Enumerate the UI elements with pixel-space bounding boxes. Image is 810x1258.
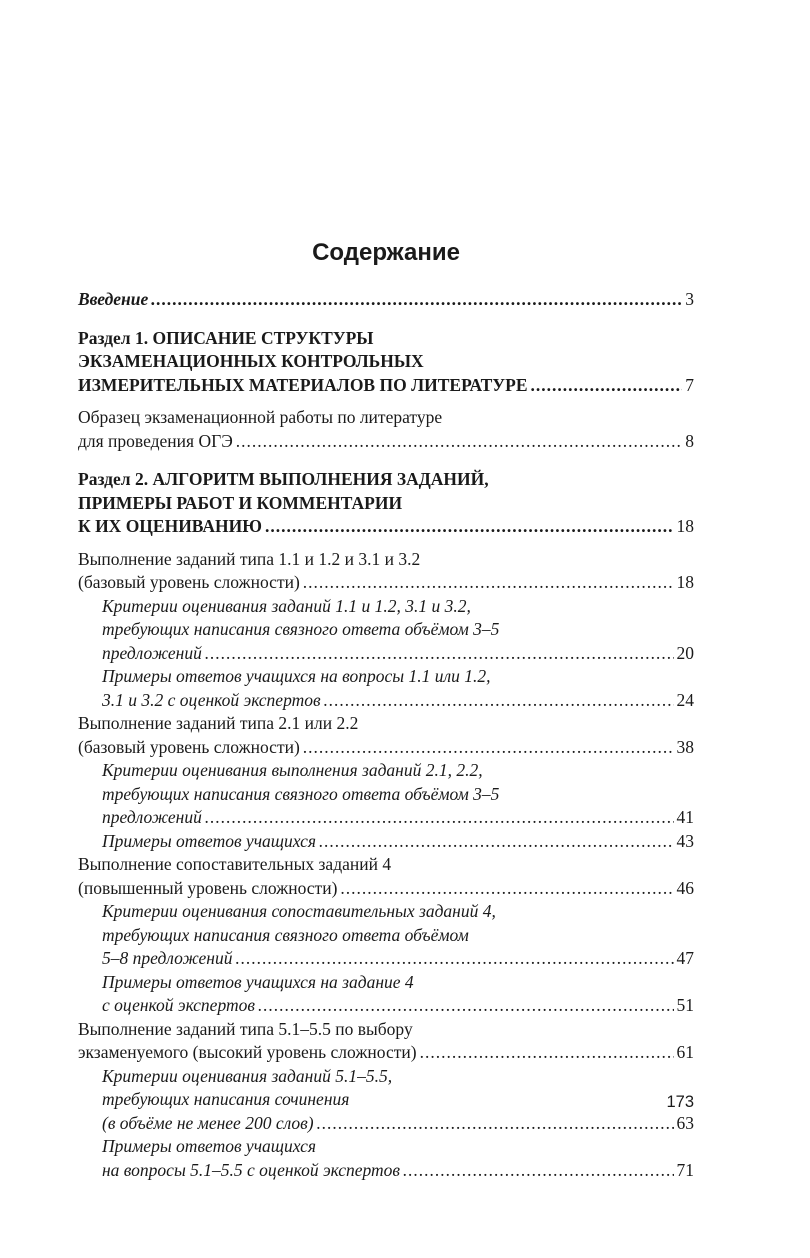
toc-entry-text: Примеры ответов учащихся [102, 830, 316, 851]
toc-entry-page-number: 38 [676, 736, 694, 757]
leader-dots [205, 642, 674, 666]
leader-dots [236, 430, 682, 454]
toc-entry-line: Выполнение заданий типа 5.1–5.5 по выбору [78, 1018, 413, 1039]
toc-entry[interactable] [78, 468, 694, 539]
toc-entry[interactable] [78, 971, 694, 1018]
toc-entry-last-line [78, 736, 694, 760]
toc-entry-page-number: 43 [676, 830, 694, 851]
toc-entry[interactable] [78, 900, 694, 971]
toc-entry-text: для проведения ОГЭ [78, 430, 233, 451]
toc-entry-last-line [102, 689, 694, 713]
toc-entry-text: 3.1 и 3.2 с оценкой экспертов [102, 689, 321, 710]
toc-entry-text: 5–8 предложений [102, 948, 233, 968]
leader-dots [340, 877, 673, 901]
toc-entry-text: (в объёме не менее 200 слов) [102, 1112, 314, 1133]
toc-entry-last-line [78, 1041, 694, 1065]
toc-entry-last-line [78, 877, 694, 901]
leader-dots [235, 947, 673, 971]
toc-entry[interactable] [78, 1135, 694, 1182]
leader-dots [324, 689, 674, 713]
toc-entry-line: требующих написания связного ответа объёмом 3–5 [102, 619, 500, 639]
toc-entry-line: Критерии оценивания заданий 5.1–5.5, [102, 1065, 393, 1086]
toc-entry[interactable] [78, 759, 694, 830]
page-number: 173 [666, 1093, 694, 1111]
toc-entry-line: Раздел 1. ОПИСАНИЕ СТРУКТУРЫ [78, 327, 374, 348]
toc-entry-line: требующих написания связного ответа объёмом 3–5 [102, 783, 500, 804]
toc-entry[interactable] [78, 288, 694, 312]
toc-entry-line: Примеры ответов учащихся на вопросы 1.1 или 1.2, [102, 666, 491, 686]
toc-entry-line: Критерии оценивания сопоставительных заданий 4, [102, 901, 496, 921]
toc-entry-text: (базовый уровень сложности) [78, 736, 300, 757]
leader-dots [303, 736, 674, 760]
toc-entry-page-number: 20 [676, 642, 694, 663]
toc-entry-page-number: 41 [676, 807, 694, 827]
toc-entry-page-number: 7 [685, 374, 694, 395]
toc-entry-line: Образец экзаменационной работы по литературе [78, 407, 443, 427]
toc-entry-last-line [102, 994, 694, 1018]
toc-entry-line: Выполнение заданий типа 1.1 и 1.2 и 3.1 и 3.2 [78, 548, 421, 569]
toc-entry-page-number: 71 [676, 1159, 694, 1180]
toc-entry-page-number: 47 [676, 948, 694, 968]
toc-entry[interactable] [78, 1018, 694, 1065]
toc-entry[interactable] [78, 595, 694, 666]
toc-entry-last-line [102, 1112, 694, 1136]
leader-dots [319, 830, 674, 854]
toc-entry-line: Раздел 2. АЛГОРИТМ ВЫПОЛНЕНИЯ ЗАДАНИЙ, [78, 469, 489, 489]
toc-entry[interactable] [78, 712, 694, 759]
toc-entry-page-number: 8 [685, 430, 694, 451]
toc-entry[interactable] [78, 830, 694, 854]
page-title: Содержание [312, 239, 460, 266]
toc-entry-text: предложений [102, 642, 202, 663]
toc-entry-page-number: 46 [676, 877, 694, 898]
toc-entry[interactable] [78, 548, 694, 595]
leader-dots [205, 806, 674, 830]
toc-entry-text: (повышенный уровень сложности) [78, 877, 338, 898]
toc-entry-line: Выполнение заданий типа 2.1 или 2.2 [78, 713, 359, 733]
toc-entry-text: на вопросы 5.1–5.5 с оценкой экспертов [102, 1159, 400, 1180]
leader-dots [317, 1112, 674, 1136]
toc-entry-last-line [78, 571, 694, 595]
toc-entry-last-line [78, 430, 694, 454]
toc-entry-last-line [102, 947, 694, 971]
toc-entry-text: ИЗМЕРИТЕЛЬНЫХ МАТЕРИАЛОВ ПО ЛИТЕРАТУРЕ [78, 374, 528, 395]
toc-entry-line: Выполнение сопоставительных заданий 4 [78, 854, 392, 874]
toc-entry-last-line [102, 806, 694, 830]
toc-entry-page-number: 51 [676, 995, 694, 1015]
leader-dots [151, 288, 682, 312]
toc-entry[interactable] [78, 853, 694, 900]
toc-entry[interactable] [78, 327, 694, 398]
toc-entry-last-line [78, 515, 694, 539]
toc-entry-page-number: 18 [676, 516, 694, 536]
toc-entry-line: Примеры ответов учащихся на задание 4 [102, 971, 414, 992]
toc-entry-text: экзаменуемого (высокий уровень сложности) [78, 1042, 417, 1062]
toc-entry-text: К ИХ ОЦЕНИВАНИЮ [78, 516, 262, 536]
toc-entry-line: требующих написания связного ответа объёмом [102, 924, 469, 945]
table-of-contents [78, 288, 694, 1182]
toc-entry-line: ПРИМЕРЫ РАБОТ И КОММЕНТАРИИ [78, 492, 403, 513]
toc-entry-line: ЭКЗАМЕНАЦИОННЫХ КОНТРОЛЬНЫХ [78, 351, 424, 371]
toc-entry[interactable] [78, 406, 694, 453]
leader-dots [531, 374, 683, 398]
toc-entry[interactable] [78, 1065, 694, 1136]
toc-entry-last-line [78, 288, 694, 312]
toc-entry-last-line [102, 1159, 694, 1183]
toc-entry-page-number: 18 [676, 572, 694, 592]
toc-entry-line: требующих написания сочинения [102, 1089, 350, 1109]
toc-entry[interactable] [78, 665, 694, 712]
toc-entry-text: Введение [78, 289, 149, 309]
toc-entry-last-line [78, 374, 694, 398]
toc-entry-line: Примеры ответов учащихся [102, 1136, 316, 1156]
toc-entry-last-line [102, 830, 694, 854]
leader-dots [258, 994, 674, 1018]
leader-dots [403, 1159, 674, 1183]
toc-entry-text: с оценкой экспертов [102, 995, 255, 1015]
toc-entry-line: Критерии оценивания заданий 1.1 и 1.2, 3.1 и 3.2, [102, 595, 471, 616]
leader-dots [420, 1041, 674, 1065]
toc-entry-page-number: 61 [676, 1042, 694, 1062]
toc-entry-text: предложений [102, 807, 202, 827]
toc-entry-text: (базовый уровень сложности) [78, 572, 300, 592]
toc-entry-page-number: 3 [685, 289, 694, 309]
toc-entry-page-number: 24 [676, 689, 694, 710]
toc-entry-line: Критерии оценивания выполнения заданий 2.1, 2.2, [102, 760, 483, 780]
toc-entry-last-line [102, 642, 694, 666]
toc-entry-page-number: 63 [676, 1112, 694, 1133]
leader-dots [265, 515, 674, 539]
leader-dots [303, 571, 674, 595]
